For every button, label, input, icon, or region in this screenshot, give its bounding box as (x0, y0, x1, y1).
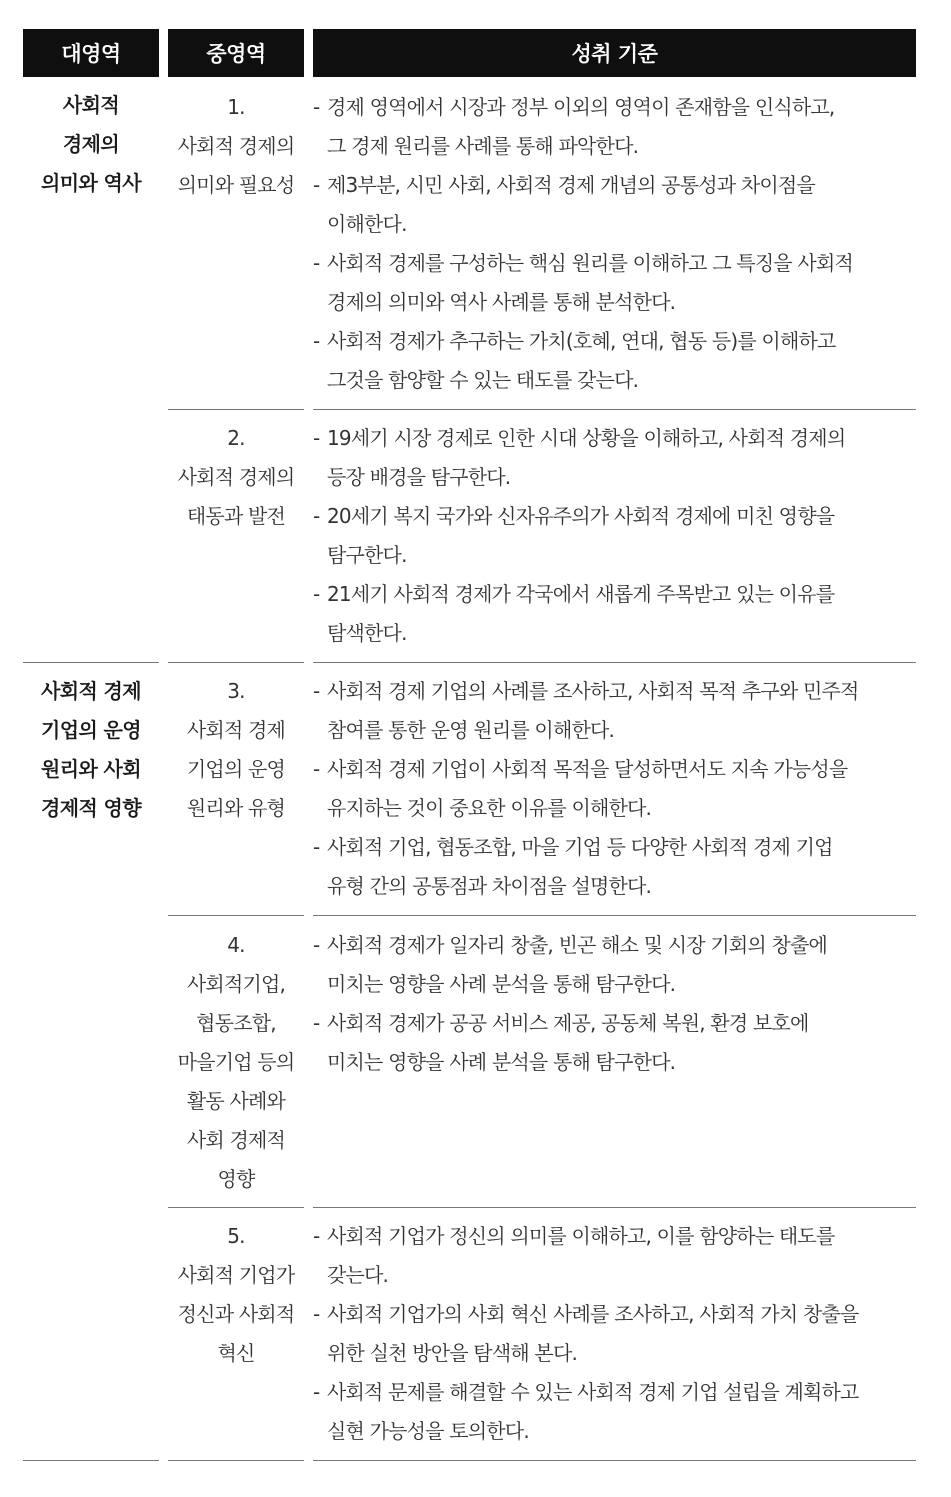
criteria-text: 사회적 경제가 추구하는 가치(호혜, 연대, 협동 등)를 이해하고 그것을 함양할 수 있는 태도를 갖는다. (327, 329, 836, 392)
sub-area-1: 1. 사회적 경제의 의미와 필요성 (177, 95, 295, 197)
criteria-text: 사회적 경제가 일자리 창출, 빈곤 해소 및 시장 기회의 창출에 미치는 영향을 사례 분석을 통해 탐구한다. (327, 933, 828, 996)
criteria-item (313, 322, 916, 400)
criteria-list-5 (313, 1217, 916, 1451)
criteria-item (313, 750, 916, 828)
bullet-dash: - (313, 1380, 320, 1404)
criteria-text: 사회적 경제가 공공 서비스 제공, 공동체 복원, 환경 보호에 미치는 영향을 사례 분석을 통해 탐구한다. (327, 1011, 809, 1074)
divider (168, 409, 304, 410)
criteria-item (313, 828, 916, 906)
bullet-dash: - (313, 582, 320, 606)
criteria-text: 사회적 기업가 정신의 의미를 이해하고, 이를 함양하는 태도를 갖는다. (327, 1224, 835, 1287)
header-major: 대영역 (23, 29, 159, 77)
bullet-dash: - (313, 835, 320, 859)
divider (313, 1207, 916, 1208)
bullet-dash: - (313, 933, 320, 957)
sub-area-5: 5. 사회적 기업가 정신과 사회적 혁신 (177, 1224, 295, 1365)
major-area-1: 사회적 경제의 의미와 역사 (41, 93, 141, 195)
criteria-text: 사회적 기업가의 사회 혁신 사례를 조사하고, 사회적 가치 창출을 위한 실천 방안을 탐색해 본다. (327, 1302, 859, 1365)
divider (313, 1460, 916, 1461)
criteria-text: 경제 영역에서 시장과 정부 이외의 영역이 존재함을 인식하고, 그 경제 원리를 사례를 통해 파악한다. (327, 95, 835, 158)
bullet-dash: - (313, 1011, 320, 1035)
criteria-text: 21세기 사회적 경제가 각국에서 새롭게 주목받고 있는 이유를 탐색한다. (327, 582, 835, 645)
divider (23, 662, 159, 663)
criteria-text: 사회적 기업, 협동조합, 마을 기업 등 다양한 사회적 경제 기업 유형 간의 공통점과 차이점을 설명한다. (327, 835, 833, 898)
criteria-item (313, 497, 916, 575)
criteria-text: 제3부분, 시민 사회, 사회적 경제 개념의 공통성과 차이점을 이해한다. (327, 173, 815, 236)
criteria-item (313, 1004, 916, 1082)
criteria-item (313, 575, 916, 653)
bullet-dash: - (313, 251, 320, 275)
header-criteria: 성취 기준 (313, 29, 916, 77)
criteria-item (313, 672, 916, 750)
bullet-dash: - (313, 95, 320, 119)
bullet-dash: - (313, 679, 320, 703)
divider (168, 915, 304, 916)
bullet-dash: - (313, 1224, 320, 1248)
criteria-text: 사회적 문제를 해결할 수 있는 사회적 경제 기업 설립을 계획하고 실현 가능성을 토의한다. (327, 1380, 859, 1443)
bullet-dash: - (313, 757, 320, 781)
criteria-item (313, 166, 916, 244)
criteria-list-2 (313, 419, 916, 653)
divider (168, 662, 304, 663)
criteria-item (313, 419, 916, 497)
divider (23, 1460, 159, 1461)
criteria-text: 19세기 시장 경제로 인한 시대 상황을 이해하고, 사회적 경제의 등장 배경을 탐구한다. (327, 426, 846, 489)
sub-area-3: 3. 사회적 경제 기업의 운영 원리와 유형 (186, 679, 286, 820)
divider (168, 1460, 304, 1461)
bullet-dash: - (313, 329, 320, 353)
divider (168, 1207, 304, 1208)
criteria-item (313, 244, 916, 322)
sub-area-4: 4. 사회적기업, 협동조합, 마을기업 등의 활동 사례와 사회 경제적 영향 (177, 933, 295, 1191)
bullet-dash: - (313, 1302, 320, 1326)
sub-area-2: 2. 사회적 경제의 태동과 발전 (177, 426, 295, 528)
major-area-2: 사회적 경제 기업의 운영 원리와 사회 경제적 영향 (41, 679, 141, 820)
criteria-item (313, 926, 916, 1004)
divider (313, 409, 916, 410)
criteria-text: 사회적 경제 기업이 사회적 목적을 달성하면서도 지속 가능성을 유지하는 것이 중요한 이유를 이해한다. (327, 757, 848, 820)
criteria-text: 사회적 경제 기업의 사례를 조사하고, 사회적 목적 추구와 민주적 참여를 통한 운영 원리를 이해한다. (327, 679, 859, 742)
criteria-list-3 (313, 672, 916, 906)
criteria-text: 사회적 경제를 구성하는 핵심 원리를 이해하고 그 특징을 사회적 경제의 의미와 역사 사례를 통해 분석한다. (327, 251, 853, 314)
divider (313, 662, 916, 663)
criteria-text: 20세기 복지 국가와 신자유주의가 사회적 경제에 미친 영향을 탐구한다. (327, 504, 835, 567)
criteria-item (313, 1373, 916, 1451)
criteria-item (313, 1295, 916, 1373)
criteria-item (313, 88, 916, 166)
criteria-list-1 (313, 88, 916, 400)
divider (313, 915, 916, 916)
bullet-dash: - (313, 504, 320, 528)
criteria-list-4 (313, 926, 916, 1082)
criteria-item (313, 1217, 916, 1295)
header-sub: 중영역 (168, 29, 304, 77)
bullet-dash: - (313, 426, 320, 450)
bullet-dash: - (313, 173, 320, 197)
